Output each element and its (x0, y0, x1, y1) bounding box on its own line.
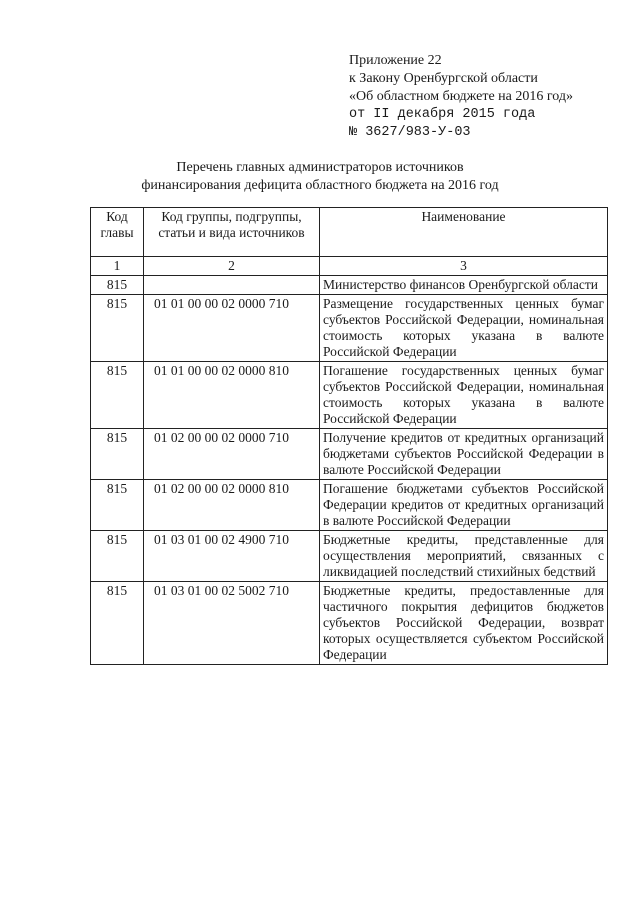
column-number: 1 (91, 257, 144, 276)
source-code-cell: 01 02 00 00 02 0000 710 (144, 429, 320, 480)
column-number: 2 (144, 257, 320, 276)
header-source-code: Код группы, подгруппы, статьи и вида источников (144, 208, 320, 257)
name-cell: Получение кредитов от кредитных организаций бюджетами субъектов Российской Федерации в валюте Российской Федерации (320, 429, 608, 480)
annex-number: Приложение 22 (349, 53, 442, 68)
column-numbers-row (91, 257, 608, 276)
table-row (91, 295, 608, 362)
annex-law-title: «Об областном бюджете на 2016 год» (349, 89, 573, 104)
annex-date: от II декабря 2015 года (349, 107, 536, 122)
chapter-code-cell: 815 (91, 276, 144, 295)
title-line-1: Перечень главных администраторов источников (176, 160, 464, 175)
chapter-code-cell: 815 (91, 582, 144, 665)
name-cell: Министерство финансов Оренбургской области (320, 276, 608, 295)
table-row (91, 362, 608, 429)
source-code-cell: 01 01 00 00 02 0000 710 (144, 295, 320, 362)
annex-block (349, 52, 573, 142)
annex-law-number: № 3627/983-У-03 (349, 125, 471, 140)
source-code-cell: 01 02 00 00 02 0000 810 (144, 480, 320, 531)
chapter-code-cell: 815 (91, 429, 144, 480)
name-cell: Бюджетные кредиты, предоставленные для частичного покрытия дефицитов бюджетов субъектов Российской Федерации, возврат которых осуществляется субъектом Российской Федерации (320, 582, 608, 665)
source-code-cell (144, 276, 320, 295)
column-number: 3 (320, 257, 608, 276)
header-chapter-code: Код главы (91, 208, 144, 257)
name-cell: Бюджетные кредиты, представленные для осуществления мероприятий, связанных с ликвидацией последствий стихийных бедствий (320, 531, 608, 582)
title-line-2: финансирования дефицита областного бюджета на 2016 год (141, 178, 499, 193)
chapter-code-cell: 815 (91, 480, 144, 531)
table-row (91, 531, 608, 582)
sources-table (90, 207, 608, 665)
table-row (91, 480, 608, 531)
table-row (91, 429, 608, 480)
chapter-code-cell: 815 (91, 531, 144, 582)
header-name: Наименование (320, 208, 608, 257)
table-row (91, 276, 608, 295)
table-header-row (91, 208, 608, 257)
source-code-cell: 01 03 01 00 02 4900 710 (144, 531, 320, 582)
annex-law-ref: к Закону Оренбургской области (349, 71, 538, 86)
source-code-cell: 01 01 00 00 02 0000 810 (144, 362, 320, 429)
chapter-code-cell: 815 (91, 362, 144, 429)
table-row (91, 582, 608, 665)
name-cell: Размещение государственных ценных бумаг субъектов Российской Федерации, номинальная стоимость которых указана в валюте Российской Федерации (320, 295, 608, 362)
name-cell: Погашение государственных ценных бумаг субъектов Российской Федерации, номинальная стоимость которых указана в валюте Российской Федерации (320, 362, 608, 429)
document-title (110, 159, 530, 195)
chapter-code-cell: 815 (91, 295, 144, 362)
source-code-cell: 01 03 01 00 02 5002 710 (144, 582, 320, 665)
name-cell: Погашение бюджетами субъектов Российской Федерации кредитов от кредитных организаций в валюте Российской Федерации (320, 480, 608, 531)
